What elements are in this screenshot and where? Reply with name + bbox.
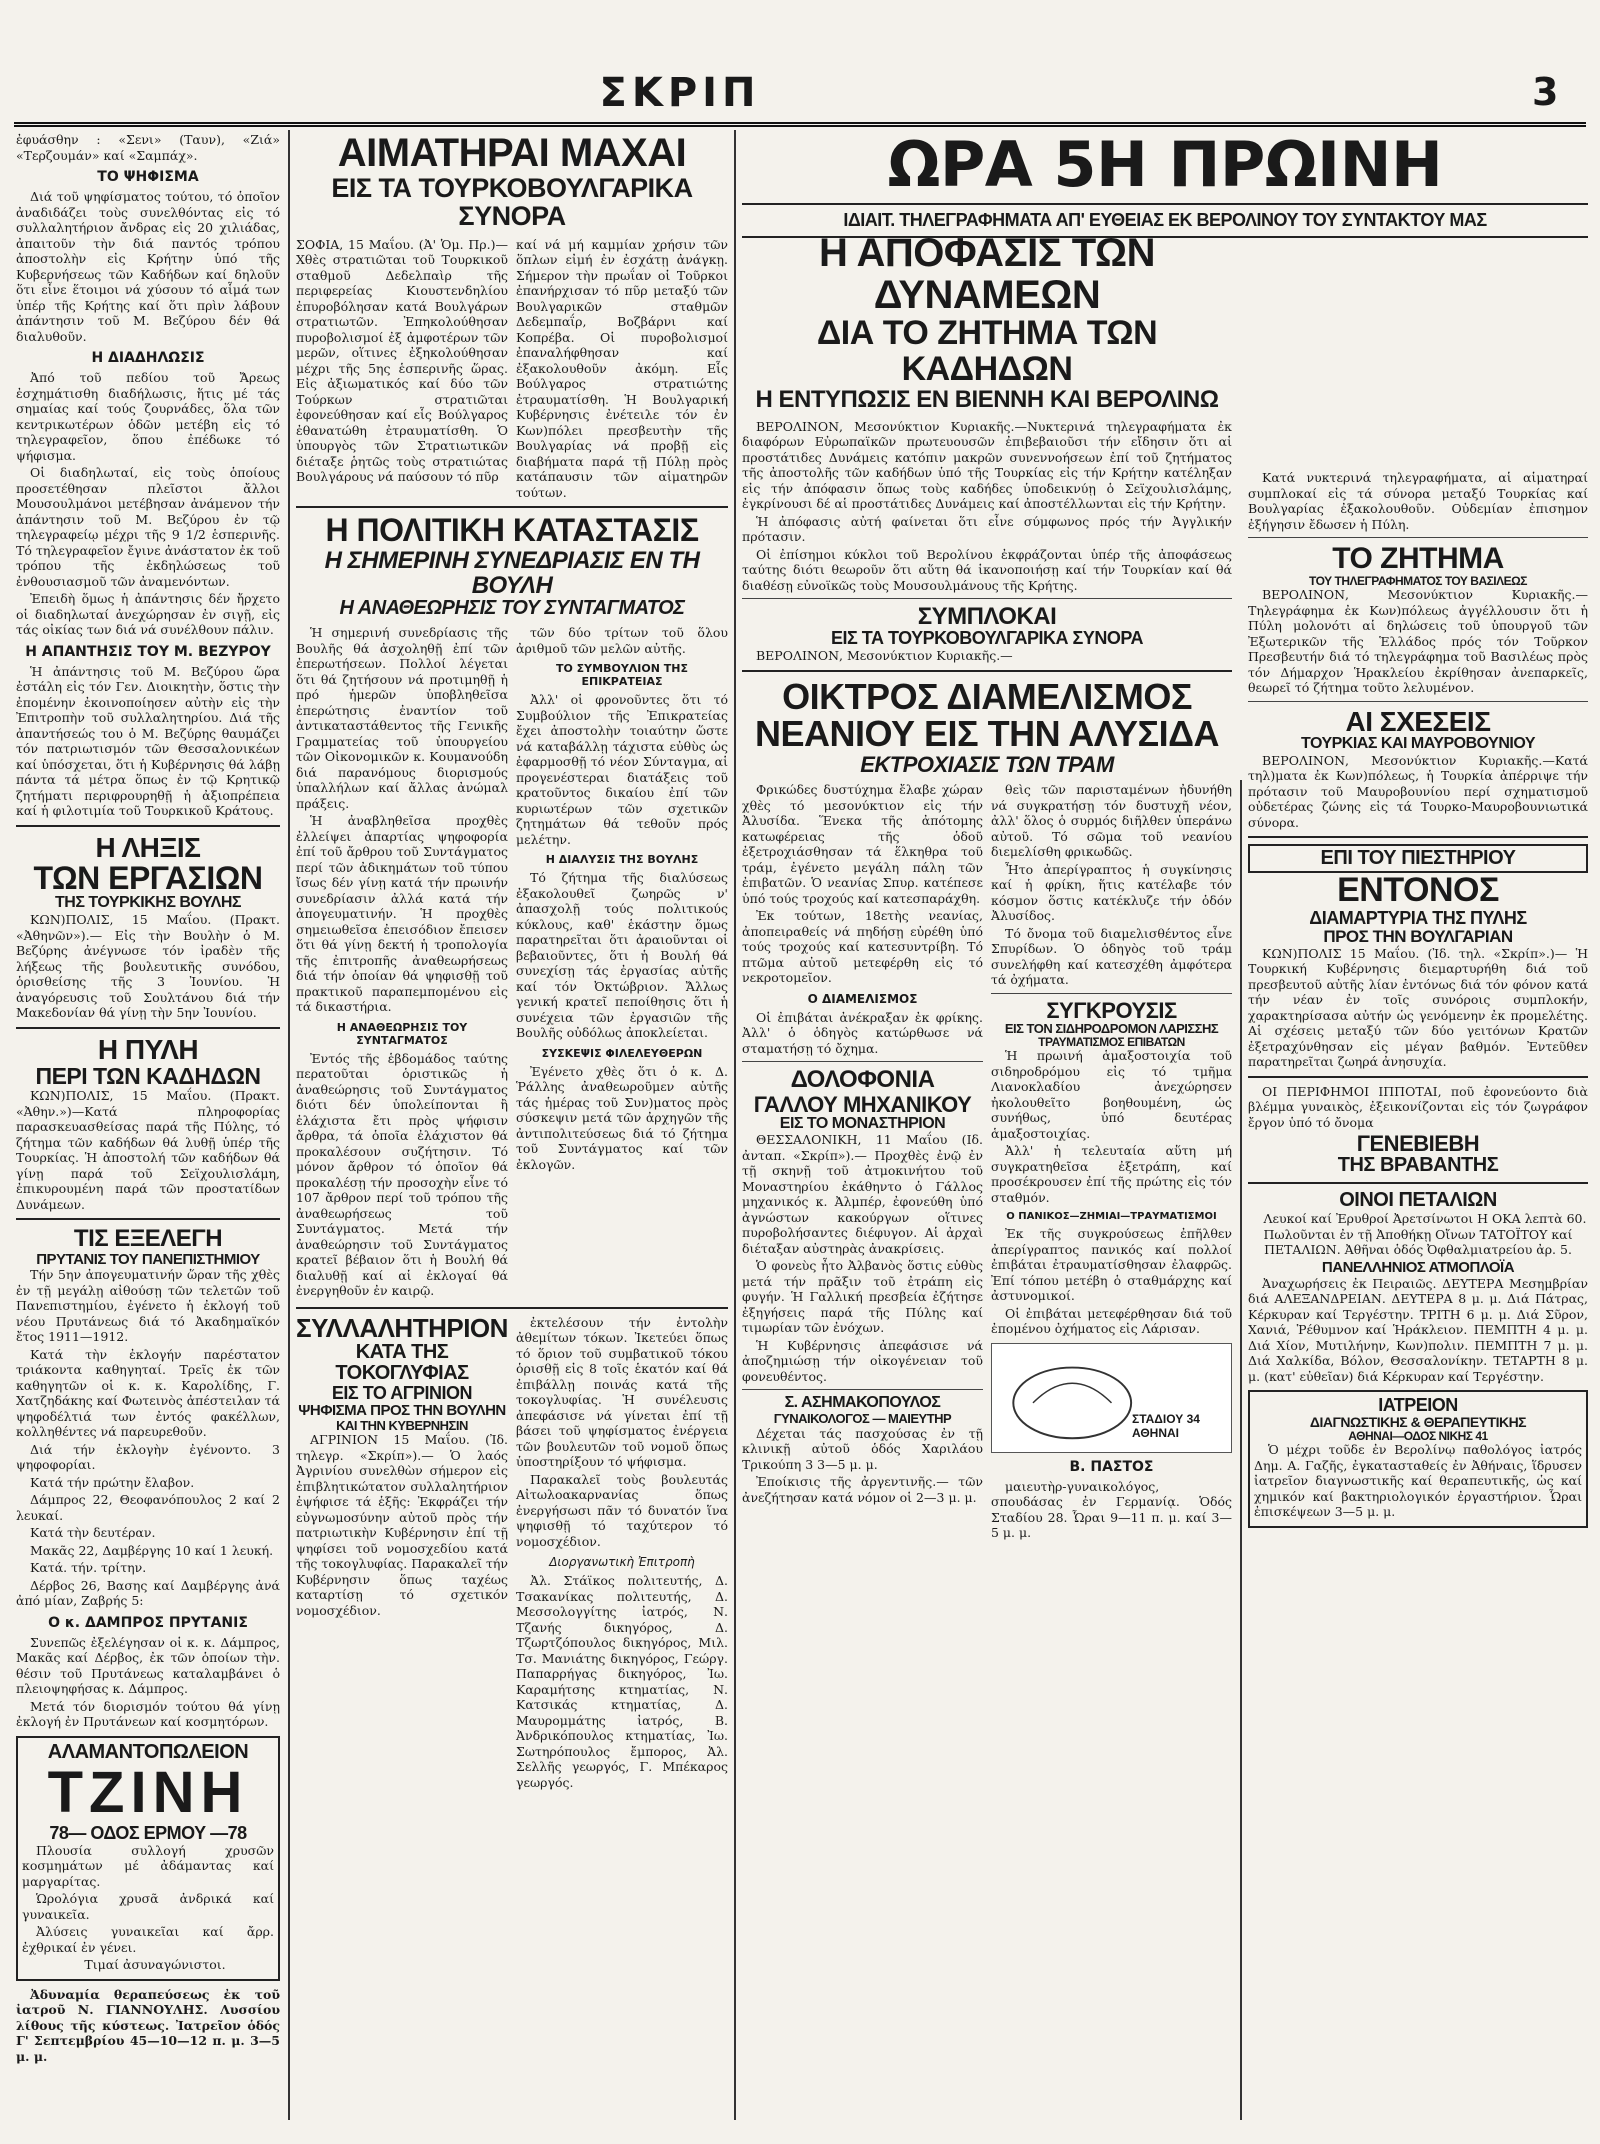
column-4	[1248, 470, 1588, 2120]
headline: ΓΑΛΛΟΥ ΜΗΧΑΝΙΚΟΥ	[753, 1091, 972, 1117]
paragraph: ΒΕΡΟΛΙΝΟΝ, Μεσονύκτιον Κυριακῆς.—Κατά τηλ)ματα ἐκ Κων)πόλεως, ἡ Τουρκία ἀπέρριψε τήν πρότασιν τοῦ Μαυροβουνίου περί σχηματισμοῦ οὐδετέρας ζώνης εἰς τά Τουρκο-Μαυροβουνιωτικά σύνορα.	[1248, 752, 1588, 830]
ad-heading: Σ. ΑΣΗΜΑΚΟΠΟΥΛΟΣ	[784, 1394, 941, 1412]
paragraph: θεὶς τῶν παρισταμένων ἠδυνήθη νά συγκρατήσῃ τόν δυστυχῆ νέον, ἀλλ' ὅλος ὁ συρμός διῆλθεν ὑπεράνω αὐτοῦ. Τό σῶμα τοῦ νεανίου διεμελίσθη φρικωδῶς.	[991, 782, 1232, 860]
subheadline: ΤΗΣ ΤΟΥΡΚΙΚΗΣ ΒΟΥΛΗΣ	[55, 894, 241, 912]
paragraph: Διά τοῦ ψηφίσματος τούτου, τό ὁποῖον ἀναδιδάζει τοὺς συνελθόντας εἰς τό συλλαλητήριον ἄνδρας εἰς 20 χιλιάδας, ἀπαιτοῦν τὴν διά παντός τρόπου ἀποστολὴν εἰς Κρήτην ὑπό τῆς Κυβερνήσεως τῶν Καδήδων καί δηλοῦν ὅτι εἶνε ἕτοιμοι νά χύσουν τό αἷμά των ὑπέρ τῆς Κρήτης καί ὅτι πρὶν λάβουν ἀπάντησιν τοῦ Μ. Βεζύρου δέν θά διαλυθοῦν.	[16, 189, 280, 344]
headline: ΑΙ ΣΧΕΣΕΙΣ	[1345, 705, 1491, 737]
paragraph: Ἡ ἀπόφασις αὐτή φαίνεται ὅτι εἶνε σύμφωνος πρός τήν Ἀγγλικήν πρότασιν.	[742, 513, 1232, 545]
paragraph: Ἀλλ' οἱ φρονοῦντες ὅτι τό Συμβούλιον τῆς Ἐπικρατείας ἔχει ἀποστολὴν τοιαύτην ὥστε νά καταβάλλῃ τάχιστα εὐθὺς ὡς ἐφαρμοσθῇ τό νέον Σύνταγμα, αἱ προγενέστεραι διατάξεις τοῦ κρατοῦντος δικαίου ἐπί τῶν κυριωτέρων τῶν σχετικῶν ζητημάτων θά τεθοῦν πρός μελέτην.	[516, 692, 728, 847]
paragraph: Ἡ σημερινή συνεδρίασις τῆς Βουλῆς θά ἀσχοληθῇ ἐπί τῶν ἐπερωτήσεων. Πολλοί λέγεται ὅτι θά ζητήσουν νά προτιμηθῇ ἡ πρό ἡμερῶν ὑποβληθεῖσα ἐπερώτησις ἐναντίον τοῦ ἀντικαταστάθεντος τῆς Γενικῆς Γραμματείας τοῦ ὑπουργείου τῶν Οἰκονομικῶν κ. Κουμανούδη διά παρανόμους διορισμούς ὑπαλλήλων καί ἄλλας ἀνώμαλ πράξεις.	[296, 625, 508, 811]
paragraph: Ἐκ τούτων, 18ετὴς νεανίας, ἀποπειραθείς νά πηδήσῃ εὐρέθη ὑπό τούς τροχούς καί κατεσυντρίβη. Τό πτῶμα αὐτοῦ μετεφέρθη εἰς τό νεκροτομεῖον.	[742, 908, 983, 986]
illustrated-advertisement	[991, 1343, 1232, 1453]
divider	[1248, 1076, 1588, 1078]
paragraph: Ἐντός τῆς ἑβδομάδος ταύτης περατοῦται ὁριστικῶς ἡ ἀναθεώρησις τοῦ Συντάγματος διότι δέν ὑπολείπονται ἢ ἐλάχιστα ἔτι πρὸς ψήφισιν ἄρθρα, τά ὁποῖα ἐλάχιστον θά προκαλέσουν συζήτησιν. Τό μόνον ἄρθρον τό ὁποῖον θά προκαλέσῃ τήν προσοχὴν εἶνε τό 107 ἄρθρον περί τοῦ τρόπου τῆς ἀναθεωρήσεως τοῦ Συντάγματος. Μετά τήν ἀναθεώρησιν τοῦ Συντάγματος κρατεῖ βέβαιον ὅτι ἡ Βουλή θά διαλυθῇ καί αἱ ἐκλογαί θά ἐνεργηθοῦν ἐν καιρῷ.	[296, 1050, 508, 1299]
column-1	[16, 132, 280, 2122]
paragraph: ΒΕΡΟΛΙΝΟΝ, Μεσονύκτιον Κυριακῆς.—	[756, 648, 1013, 664]
section-heading: Η ΔΙΑΔΗΛΩΣΙΣ	[91, 350, 205, 366]
divider	[1248, 701, 1588, 702]
ad-heading: ΙΑΤΡΕΙΟΝ	[1378, 1395, 1458, 1416]
paragraph: Μετά τόν διορισμόν τούτου θά γίνῃ ἐκλογή ἐν Πρυτάνεων καί κοσμητόρων.	[16, 1698, 280, 1730]
paragraph: Φρικώδες δυστύχημα ἔλαβε χώραν χθὲς τό μεσονύκτιον εἰς τήν Ἀλυσίδα. Ἕνεκα τῆς ἀπότομης κατωφέρειας τῆς ὁδοῦ ἐξετροχιάσθησαν τά ἕλκηθρα τοῦ τράμ, ἐγένετο μεγάλη πάλη τῶν ἐπιβατῶν. Ὁ νεανίας Σπυρ. κατέπεσε ὑπό τούς τροχούς καί κατεσπαράχθη.	[742, 782, 983, 906]
headline: Η ΑΠΟΦΑΣΙΣ ΤΩΝ ΔΥΝΑΜΕΩΝ	[819, 232, 1155, 317]
paragraph: ΚΩΝ)ΠΟΛΙΣ 15 Μαΐου. (Ἰδ. τηλ. «Σκρίπ».)— Ἡ Τουρκική Κυβέρνησις διεμαρτυρήθη διά τοῦ πρεσβευτοῦ αὐτῆς λίαν ἐντόνως διά τόν φόνον κατά τήν νέαν ἐν τοῖς συνόροις συμπλοκήν, χαρακτηρίσασα αὐτήν ὡς γενόμενην ἐκ προμελέτης. Αἱ σχέσεις μεταξύ τῶν δύο γειτόνων Κρατῶν ἐξετραχύνθησαν εἰς μέγαν βαθμόν. Ἐντεῦθεν παρατηρεῖται ζωηρά ἀνησυχία.	[1248, 945, 1588, 1070]
ad-subheading: ΓΥΝΑΙΚΟΛΟΓΟΣ — ΜΑΙΕΥΤΗΡ	[773, 1411, 952, 1427]
ad-name: ΤΖΙΝΗ	[47, 1759, 249, 1825]
headline: ΕΝΤΟΝΟΣ	[1337, 871, 1499, 910]
section-heading: Η ΔΙΑΛΥΣΙΣ ΤΗΣ ΒΟΥΛΗΣ	[545, 853, 699, 867]
ad-text: Τιμαί ἀσυναγώνιστοι.	[84, 1957, 226, 1973]
paragraph: ΑΓΡΙΝΙΟΝ 15 Μαΐου. (Ἰδ. τηλεγρ. «Σκρίπ»).— Ὁ λαός Ἀγρινίου συνελθὼν σήμερον εἰς ἐπιβλητικώτατον συλλαλητήριον ἐψήφισε τά ἑξῆς: Ἐκφράζει τήν εὐγνωμοσύνην αὐτοῦ πρὸς τήν πατριωτικὴν Κυβέρνησιν ἐπί τῇ ψηφίσει τοῦ νομοσχεδίου κατά τῆς τοκογλυφίας. Παρακαλεῖ τήν Κυβέρνησιν ὅπως ταχέως καταρτίσῃ τό σχετικόν νομοσχέδιον.	[296, 1432, 508, 1618]
headline: ΝΕΑΝΙΟΥ ΕΙΣ ΤΗΝ ΑΛΥΣΙΔΑ	[754, 713, 1220, 755]
subheadline: ΙΔΙΑΙΤ. ΤΗΛΕΓΡΑΦΗΜΑΤΑ ΑΠ' ΕΥΘΕΙΑΣ ΕΚ ΒΕΡΟΛΙΝΟΥ ΤΟΥ ΣΥΝΤΑΚΤΟΥ ΜΑΣ	[843, 210, 1487, 231]
paragraph: Τό ὄνομα τοῦ διαμελισθέντος εἶνε Σπυρίδων. Ὁ ὁδηγὸς τοῦ τράμ συνελήφθη καί κατεσχέθη ἀμφότερα τά ὀχήματα.	[991, 925, 1232, 988]
subheadline: Η ΑΝΑΘΕΩΡΗΣΙΣ ΤΟΥ ΣΥΝΤΑΓΜΑΤΟΣ	[339, 597, 685, 620]
section-heading: Ο ΔΙΑΜΕΛΙΣΜΟΣ	[807, 991, 918, 1006]
headline: ΕΠΙ ΤΟΥ ΠΙΕΣΤΗΡΙΟΥ	[1248, 844, 1588, 873]
subheadline: ΔΙΑΜΑΡΤΥΡΙΑ ΤΗΣ ΠΥΛΗΣ	[1309, 907, 1527, 928]
paragraph: ΚΩΝ)ΠΟΛΙΣ, 15 Μαΐου. (Πρακτ. «Ἀθηνῶν»).— Εἰς τὴν Βουλὴν ὁ Μ. Βεζύρης ἀνέγνωσε τόν ἰραδὲν τῆς λήξεως τῆς βουλευτικῆς συνόδου, ὁρισθείσης τῆς 3 Ἰουνίου. Ἡ ἀναγόρευσις τοῦ Σουλτάνου διά τήν Μακεδονίαν θά γίνῃ τὴν 5ην Ἰουνίου.	[16, 912, 280, 1021]
subheadline: ΠΡΥΤΑΝΙΣ ΤΟΥ ΠΑΝΕΠΙΣΤΗΜΙΟΥ	[36, 1250, 260, 1268]
headline-morning-edition: ΩΡΑ 5Η ΠΡΩΙΝΗ	[887, 132, 1443, 201]
paragraph: Παρακαλεῖ τοὺς βουλευτάς Αἰτωλοακαρνανίας ὅπως ἐνεργήσωσι πᾶν τό δυνατόν ἵνα ψηφισθῇ τό ταχύτερον τό νομοσχέδιον.	[516, 1471, 728, 1549]
section-heading: Ο ΠΑΝΙΚΟΣ—ΖΗΜΙΑΙ—ΤΡΑΥΜΑΤΙΣΜΟΙ	[1006, 1211, 1217, 1223]
paragraph: Κατά τήν πρώτην ἔλαβον.	[30, 1474, 195, 1490]
doctor-notice: Ἀδυναμία θεραπεύσεως ἐκ τοῦ ἰατροῦ Ν. ΓΙΑΝΝΟΥΛΗΣ. Λυσσίου λίθους τῆς κύστεως. Ἰατρεῖον ὁδός Γ' Σεπτεμβρίου 45—10—12 π. μ. 3—5 μ. μ.	[16, 1986, 280, 2064]
signatures: Ἀλ. Στάϊκος πολιτευτής, Δ. Τσακανίκας πολιτευτής, Δ. Μεσσολογγίτης ἰατρός, Ν. Τζανής δικηγόρος, Δ. Τζωρτζόπουλος δικηγόρος, Μιλ. Τσ. Μανιάτης δικηγόρος, Γεώργ. Παπαρρήγας δικηγόρος, Ἰω. Καραμήτσης κτηματίας, Ν. Κατσικάς κτηματίας, Δ. Μαυρομμάτης ἰατρός, Β. Ἀνδρικόπουλος κτηματίας, Ἰω. Σωτηρόπουλος ἔμπορος, Ἀλ. Σελλῆς γεωργός, Γ. Μπέκαρος γεωργός.	[516, 1573, 728, 1790]
paragraph: Ἡ ἀπάντησις τοῦ Μ. Βεζύρου ὥρα ἐστάλη εἰς τόν Γεν. Διοικητὴν, ὅστις τὴν ἐπομένην ἐκοινοποίησεν αὐτὴν εἰς τὴν Ἐπιτροπὴν τοῦ συλλαλητηρίου. Διά τῆς ἀπαντήσεώς του ὁ Μ. Βεζύρης θαυμάζει τόν πατριωτισμόν τῶν Θεσσαλονικέων καί ὑπόσχεται, ὅτι ἡ Κυβέρνησις θά λάβῃ πάντα τά μέτρα ὅπως ἐν τῷ Κρητικῷ ζητήματι περιφρουρηθῇ ἡ ἀξιοπρέπεια καί ἡ φιλοτιμία τοῦ Τουρκικοῦ Κράτους.	[16, 663, 280, 818]
paragraph: Ἡ πρωινή ἁμαξοστοιχία τοῦ σιδηροδρόμου εἰς τό τμῆμα Λιανοκλαδίου ἀνεχώρησεν ἠκολουθεῖτο βοηθουμένη, ὡς συνήθως, ὑπό δευτέρας ἁμαξοστοιχίας.	[991, 1048, 1232, 1141]
paragraph: Κατά τὴν ἐκλογήν παρέστατον τριάκοντα καθηγηταί. Τρεῖς ἐκ τῶν καθηγητῶν οἱ κ. κ. Καρολίδης, Γ. Χατζηδάκης καί Φωτεινὸς ἀπέστειλαν τά ψηφοδέλτιά των ἐντός φακέλλων, κολληθέντες νά παρευρεθοῦν.	[16, 1346, 280, 1440]
ad-heading: ΟΙΝΟΙ ΠΕΤΑΛΙΩΝ	[1339, 1189, 1497, 1212]
section-heading: Η ΑΠΑΝΤΗΣΙΣ ΤΟΥ Μ. ΒΕΖΥΡΟΥ	[25, 643, 271, 660]
headline: ΑΙΜΑΤΗΡΑΙ ΜΑΧΑΙ	[337, 132, 687, 175]
subheadline: ΠΡΟΣ ΤΗΝ ΒΟΥΛΓΑΡΙΑΝ	[1323, 926, 1513, 946]
ad-heading: Β. ΠΑΣΤΟΣ	[1069, 1458, 1154, 1475]
paragraph: Τό ζήτημα τῆς διαλύσεως ἐξακολουθεῖ ζωηρῶς ν' ἀπασχολῇ τούς πολιτικούς κύκλους, καθ' ἑκάστην ὅμως παρατηρεῖται ὅτι ἀραιοῦνται οἱ βεβαιοῦντες, ὅτι ἡ Βουλή θά συνεχίσῃ τάς ἐργασίας αὐτῆς καί τόν Ὀκτώβριον. Ἄλλως γενική κρατεῖ πεποίθησις ὅτι ἡ συνέχεια τῶν ἐργασιῶν τῆς Βουλῆς οὐδόλως ἀποκλείεται.	[516, 870, 728, 1041]
ad-text: Ὡρολόγια χρυσᾶ ἀνδρικά καί γυναικεῖα.	[22, 1891, 274, 1922]
column-3	[742, 232, 1232, 2122]
headline: Η ΠΟΛΙΤΙΚΗ ΚΑΤΑΣΤΑΣΙΣ	[325, 512, 699, 549]
section-heading: Ο κ. ΔΑΜΠΡΟΣ ΠΡΥΤΑΝΙΣ	[48, 1614, 248, 1631]
paragraph: ΒΕΡΟΛΙΝΟΝ, Μεσονύκτιον Κυριακῆς.—Νυκτερινά τηλεγραφήματα ἐκ διαφόρων Εὐρωπαϊκῶν πρωτευουσῶν ἐπιβεβαιοῦσι τήν εἴδησιν ὅτι αἱ προστάτιδες Δυνάμεις κατόπιν μακρῶν συνεννοήσεων ἐπί τοῦ ζητήματος τῆς ἀποστολῆς τῶν καδήδων ὑπό τῆς Τουρκίας εἰς τήν Κρήτην κατέληξαν εἰς τήν ἀπόφασιν ὅπως τοὺς καδήδες ὑποδεικνύῃ ὁ Σεϊχουλισλάμης, ἐγκρίνουσι δέ αἱ προστάτιδες Δυνάμεις καί ἀποστέλλωνται εἰς τήν Κρήτην.	[742, 418, 1232, 512]
subheadline: ΕΙΣ ΤΟ ΜΟΝΑΣΤΗΡΙΟΝ	[779, 1114, 946, 1132]
ad-text: Ἀλύσεις γυναικεῖαι καί ἄρρ. ἐχθρικαί ἐν γένει.	[22, 1924, 274, 1955]
paragraph: Ἡ Κυβέρνησις ἀπεφάσισε νά ἀποζημιώσῃ τήν οἰκογένειαν τοῦ φονευθέντος.	[742, 1337, 983, 1384]
paragraph: ΟΙ ΠΕΡΙΦΗΜΟΙ ΙΠΠΟΤΑΙ, ποῦ ἐφονεύοντο διὰ βλέμμα γυναικὸς, ἐξεικονίζονται εἰς τόν ζωγράφον ἔργον ὑπό τό ὄνομα	[1248, 1083, 1588, 1130]
paragraph: Δάμπρος 22, Θεοφανόπουλος 2 καί 2 λευκαί.	[16, 1492, 280, 1523]
subheadline: ΤΟΥ ΤΗΛΕΓΡΑΦΗΜΑΤΟΣ ΤΟΥ ΒΑΣΙΛΕΩΣ	[1309, 573, 1527, 588]
paragraph: Ἡ ἀναβληθεῖσα προχθὲς ἐλλείψει ἀπαρτίας ψηφοφορία ἐπί τοῦ ἄρθρου τοῦ Συντάγματος περί τῶν ἀδικημάτων τοῦ τύπου ἴσως δέν γίνῃ κατά τήν πρωινήν συνεδρίασιν ἀλλά κατά τήν ἀπογευματινήν. Ἡ προχθὲς σημειωθεῖσα ἐπεισόδιον ἔπεισεν ὅτι θά γίνῃ δεκτή ἡ τροπολογία τῆς ἐπιτροπῆς ἀναθεωρήσεως διά τήν ὁποίαν θά ψηφισθῇ τοῦ πρακτικοῦ παραπεμπομένου εἰς τά δικαστήρια.	[296, 813, 508, 1015]
paragraph: Οἱ ἐπιβάται ἀνέκραξαν ἐκ φρίκης. Ἀλλ' ὁ ὁδηγὸς κατώρθωσε νά σταματήσῃ τό ὄχημα.	[742, 1009, 983, 1056]
headline: ΤΟ ΖΗΤΗΜΑ	[1332, 542, 1504, 575]
paragraph: ΚΩΝ)ΠΟΛΙΣ, 15 Μαΐου. (Πρακτ. «Ἀθην.»)—Κατά πληροφορίας παρασκευασθείσας παρά τῆς Πύλης, τό ζήτημα τῶν καδήδων θά λυθῇ ὑπέρ τῆς Τουρκίας. Ἡ ἀποστολή τῶν καδήδων θά γίνῃ παρά τοῦ Σεϊχουλισλάμη, ἐπικυρουμένη παρά τῶν προστατίδων Δυνάμεων.	[16, 1088, 280, 1212]
subheadline: ΚΑΙ ΤΗΝ ΚΥΒΕΡΝΗΣΙΝ	[336, 1417, 468, 1433]
paragraph: Μακᾶς 22, Δαμβέργης 10 καί 1 λευκή.	[30, 1542, 274, 1558]
divider	[296, 506, 728, 508]
ad-heading: ΠΑΝΕΛΛΗΝΙΟΣ ΑΤΜΟΠΛΟΪΑ	[1321, 1258, 1515, 1276]
headline: ΕΙΣ ΤΑ ΤΟΥΡΚΟΒΟΥΛΓΑΡΙΚΑ ΣΥΝΟΡΑ	[331, 173, 693, 232]
paragraph: ΒΕΡΟΛΙΝΟΝ, Μεσονύκτιον Κυριακῆς.—Τηλεγράφημα ἐκ Κων)πόλεως ἀγγέλλουσιν ὅτι ἡ Πύλη μολονότι αἱ δηλώσεις τοῦ ὑπουργοῦ τῶν Ἐξωτερικῶν τῆς Ἑλλάδος πρός τόν Τοῦρκον Πρεσβευτήν διά τό τηλεγράφημα τοῦ Βασιλέως πρὸς τόν Δήμαρχον Ἡρακλείου ἐκρίθησαν ἀνεπαρκεῖς, θεωρεῖ τό ζήτημα τοῦτο λελυμένον.	[1248, 587, 1588, 696]
article-intro: ἐφυάσθην : «Σενι» (Ταυν), «Ζιά» «Τερζουμάν» καί «Σαμπάχ».	[16, 132, 280, 163]
paragraph: Οἱ ἐπίσημοι κύκλοι τοῦ Βερολίνου ἐκφράζονται ὑπέρ τῆς ἀποφάσεως ταύτης διότι θεωροῦν ὅτι αὕτη θά ἱκανοποιήσῃ καί τήν Τουρκίαν καί θά διαθέσῃ εὐνοϊκῶς τοὺς Μουσουλμάνους τῆς Κρήτης.	[742, 546, 1232, 593]
headline: Η ΣΗΜΕΡΙΝΗ ΣΥΝΕΔΡΙΑΣΙΣ ΕΝ ΤΗ ΒΟΥΛΗ	[324, 546, 700, 599]
subheadline: ΨΗΦΙΣΜΑ ΠΡΟΣ ΤΗΝ ΒΟΥΛΗΝ	[298, 1401, 506, 1419]
newspaper-title: ΣΚΡΙΠ	[599, 70, 761, 116]
paragraph: Διά τήν ἐκλογὴν ἐγένοντο. 3 ψηφοφορίαι.	[16, 1441, 280, 1473]
headline: Η ΠΥΛΗ	[97, 1033, 199, 1065]
column-rule	[734, 130, 736, 2120]
paragraph: Ἐποίκισις τῆς ἀργεντινῆς.— τῶν ἀνεζήτησαν κατά νόμον οἱ 2—3 μ. μ.	[742, 1474, 983, 1505]
headline: ΚΑΤΑ ΤΗΣ ΤΟΚΟΓΛΥΦΙΑΣ	[335, 1340, 469, 1384]
ad-text: Λευκοί καί Ἐρυθροί Ἀρετσίνωτοι Η ΟΚΑ λεπτὰ 60. Πωλοῦνται ἐν τῇ Ἀποθήκῃ Οἴνων ΤΑΤΟΪΤΟΥ καί ΠΕΤΑΛΙΩΝ. Ἀθῆναι ὁδός Ὀφθαλμιατρείου ἀρ. 5.	[1263, 1211, 1587, 1258]
paragraph: Τήν 5ην ἀπογευματινήν ὥραν τῆς χθὲς ἐν τῇ μεγάλῃ αἰθούσῃ τῶν τελετῶν τοῦ Πανεπιστημίου, ἐγένετο ἡ ἐκλογή τοῦ νέου Πρυτάνεως διά τό Ἀκαδημαϊκόν ἔτος 1911—1912.	[16, 1267, 280, 1345]
divider	[1248, 836, 1588, 838]
ad-heading: ΑΛΑΜΑΝΤΟΠΩΛΕΙΟΝ	[47, 1740, 249, 1763]
paragraph: Κατά. τήν. τρίτην.	[30, 1560, 147, 1576]
paragraph: Ἦτο ἀπερίγραπτος ἡ συγκίνησις καί ἡ φρίκη, ἥτις κατέλαβε τόν κόσμον ὅστις κατέκλυζε τήν ὁδόν Ἀλυσίδος.	[991, 861, 1232, 924]
paragraph: Ἀπό τοῦ πεδίου τοῦ Ἄρεως ἐσχημάτισθη διαδήλωσις, ἥτις μέ τάς σημαίας καί τούς ζουρνάδες, ὅλα τῶν κεντρικωτέρων ὁδῶν μετέβη εἰς τό τηλεγραφεῖον, ὅπου ἐπέδωκε τό ψήφισμα.	[16, 370, 280, 463]
divider	[742, 670, 1232, 672]
column-2	[296, 132, 728, 2122]
divider	[742, 598, 1232, 599]
ad-text: Πλουσία συλλογή χρυσῶν κοσμημάτων μέ ἀδάμαντας καί μαργαρίτας.	[22, 1842, 274, 1889]
divider	[16, 825, 280, 827]
divider	[991, 993, 1232, 994]
headline: ΣΥΓΚΡΟΥΣΙΣ	[1046, 997, 1177, 1023]
paragraph: καί νά μή καμμίαν χρήσιν τῶν ὅπλων εἰμή ἐν ἐσχάτῃ ἀνάγκῃ. Σήμερον τὴν πρωΐαν οἱ Τοῦρκοι ἐπανήρχισαν τό πῦρ μεταξύ τῶν Βουλγαρικῶν σταθμῶν Δεδεμπαΐρ, Βοζβάρνι καί Κοπρέβα. Οἱ πυροβολισμοί ἐπαναλήφθησαν καί ἐξακολουθοῦν ἀκόμη. Εἷς Βούλγαρος στρατιώτης ἐτραυματίσθη. Ἡ Βουλγαρική Κυβέρνησις ἐνέτειλε τόν ἐν Κων)πόλει πρεσβευτὴν τῆς Βουλγαρίας νά προβῇ εἰς διαβήματα παρά τῇ Πύλῃ πρὸς κατάπαυσιν τῶν αἱματηρῶν τούτων.	[516, 236, 728, 500]
ad-text: Ὁ μέχρι τοῦδε ἐν Βερολίνῳ παθολόγος ἰατρός Δημ. Α. Γαζῆς, ἐγκατασταθείς ἐν Ἀθήναις, ἵδρυσεν ἰατρεῖον διαγνωστικῆς καί θεραπευτικῆς, ὡς καί χημικόν καί βακτηριολογικόν ἐργαστήριον. Ὧραι ἐπισκέψεων 3—5 μ. μ.	[1254, 1442, 1582, 1520]
clinic-advertisement	[1248, 1390, 1588, 1528]
paragraph: Ἐκ τῆς συγκρούσεως ἐπῆλθεν ἀπερίγραπτος πανικός καί πολλοί ἐπιβάται ἐτραυματίσθησαν ἐλαφρῶς. Ἐπί τόπου μετέβη ὁ σταθμάρχης καί ἀστυνομικοί.	[991, 1226, 1232, 1304]
headline: ΓΕΝΕΒΙΕΒΗ	[1356, 1131, 1480, 1157]
headline: ΔΟΛΟΦΟΝΙΑ	[790, 1066, 935, 1094]
column-rule	[1240, 780, 1242, 2120]
subheadline: ΤΗΣ ΒΡΑΒΑΝΤΗΣ	[1337, 1154, 1499, 1177]
paragraph: Ἐγένετο χθὲς ὅτι ὁ κ. Δ. Ῥάλλης ἀναθεωροῦμεν αὐτῆς τάς ἡμέρας τοῦ Συν)ματος πρὸς σύσκεψιν μετά τῶν ἀρχηγῶν τῆς ἀντιπολιτεύσεως διά τό ζήτημα τοῦ Συντάγματος καί τῶν ἐκλογῶν.	[516, 1063, 728, 1172]
section-heading: ΣΥΣΚΕΨΙΣ ΦΙΛΕΛΕΥΘΕΡΩΝ	[541, 1046, 703, 1060]
paragraph: ΘΕΣΣΑΛΟΝΙΚΗ, 11 Μαΐου (Ιδ. ἀνταπ. «Σκρίπ»).— Προχθὲς ἐνῷ ἐν τῇ σκηνῇ τοῦ ἀτμοκινήτου τοῦ Μοναστηρίου ἐκάθηντο ὁ Γάλλος μηχανικός κ. Ἀλμπέρ, ἐφονεύθη ὑπό ἀγνώστων κακούργων οἵτινες πυροβολήσαντες διέφυγον. Αἱ ἀρχαὶ διέταξαν αὐστηρὰς ἀνακρίσεις.	[742, 1132, 983, 1256]
divider	[1248, 1182, 1588, 1184]
headline: ΔΙΑ ΤΟ ΖΗΤΗΜΑ ΤΩΝ ΚΑΔΗΔΩΝ	[816, 314, 1158, 388]
divider	[1248, 537, 1588, 538]
divider	[742, 1389, 983, 1390]
ad-address: 78— ΟΔΟΣ ΕΡΜΟΥ —78	[49, 1822, 247, 1843]
ad-subheading: ΔΙΑΓΝΩΣΤΙΚΗΣ & ΘΕΡΑΠΕΥΤΙΚΗΣ	[1309, 1413, 1527, 1430]
paragraph: Οἱ διαδηλωταί, εἰς τοὺς ὁποίους προσετέθησαν πλεῖστοι ἄλλοι Μουσουλμάνοι μετέβησαν ἀνάμενον τήν ἀπάντησιν τοῦ Μ. Βεζύρου ἐν τῷ τηλεγραφείῳ μέχρι τῆς 9 1/2 ἑσπερινῆς. Τό τηλεγραφεῖον ἔγινε ἀνάστατον ἐκ τοῦ τρόπου τῆς ἐκδηλώσεως τοῦ ἐνθουσιασμοῦ τῶν ἀναμενόντων.	[16, 465, 280, 589]
paragraph: Οἱ ἐπιβάται μετεφέρθησαν διά τοῦ ἐπομένου ὀχήματος εἰς Λάρισαν.	[991, 1305, 1232, 1337]
masthead	[0, 0, 1600, 150]
divider	[16, 1027, 280, 1029]
headline: Η ΛΗΞΙΣ	[95, 831, 201, 863]
headline: ΣΥΛΛΑΛΗΤΗΡΙΟΝ	[296, 1312, 508, 1343]
signature-heading: Διοργανωτικὴ Ἐπιτροπὴ	[549, 1555, 695, 1570]
section-heading: Η ΑΝΑΘΕΩΡΗΣΙΣ ΤΟΥ ΣΥΝΤΑΓΜΑΤΟΣ	[336, 1020, 468, 1047]
subheadline: ΕΚΤΡΟΧΙΑΣΙΣ ΤΩΝ ΤΡΑΜ	[860, 752, 1114, 778]
paragraph: Κατά τὴν δευτέραν.	[30, 1525, 156, 1541]
subheadline: ΕΙΣ ΤΑ ΤΟΥΡΚΟΒΟΥΛΓΑΡΙΚΑ ΣΥΝΟΡΑ	[830, 628, 1144, 649]
headline: ΟΙΚΤΡΟΣ ΔΙΑΜΕΛΙΣΜΟΣ	[782, 675, 1192, 717]
paragraph: Δέρβος 26, Βασης καί Δαμβέργης ἀνά ἀπό μίαν, Ζαβρής 5:	[16, 1577, 280, 1609]
paragraph: Ὁ φονεὺς ἦτο Ἀλβανὸς ὅστις εὐθὺς μετά τήν πρᾶξιν τοῦ ἐτράπη εἰς φυγήν. Ἡ Γαλλική πρεσβεία ἐζήτησε ἐξηγήσεις παρά τῆς Πύλης καί τιμωρίαν τῶν ἐνόχων.	[742, 1258, 983, 1336]
divider	[742, 203, 1588, 205]
paragraph: ἐκτελέσουν τήν ἐντολὴν ἀθεμίτων τόκων. Ἰκετεύει ὅπως τό ὅριον τοῦ συμβατικοῦ τόκου ὁρισθῇ εἰς 8 τοῖς ἑκατόν καί θά ἐπιβάλλῃ ποινάς κατά τῆς τοκογλυφίας. Ἡ συνέλευσις ἀπεφάσισε νά γίνεται ἐπί τῇ βάσει τοῦ ψηφίσματος ἐνέργεια τῶν βουλευτῶν τοῦ νομοῦ ὅπως ὑποστηρίξουν τό ψήφισμα.	[516, 1314, 728, 1470]
headline: ΤΩΝ ΕΡΓΑΣΙΩΝ	[33, 859, 263, 896]
ad-text: Ἀναχωρήσεις ἐκ Πειραιῶς. ΔΕΥΤΕΡΑ Μεσημβρίαν διά ΑΛΕΞΑΝΔΡΕΙΑΝ. ΔΕΥΤΕΡΑ 8 μ. μ. Διά Πάτρας, Κέρκυραν καί Τεργέστην. ΤΡΙΤΗ 6 μ. μ. Διά Σῦρον, Χανιά, Ῥέθυμνον καί Ἡράκλειον. ΠΕΜΠΤΗ 4 μ. μ. Διά Χίον, Μυτιλήνην, Κων)πολιν. ΠΕΜΠΤΗ 7 μ. μ. Διά Χαλκίδα, Βόλον, Θεσσαλονίκην. ΤΕΤΑΡΤΗ 8 μ. μ. (κατ' εὐθεῖαν) διά Κέρκυραν καί Τεργέστην.	[1248, 1275, 1588, 1384]
divider	[742, 1061, 983, 1062]
subheadline: ΤΟΥΡΚΙΑΣ ΚΑΙ ΜΑΥΡΟΒΟΥΝΙΟΥ	[1300, 734, 1536, 752]
ad-text: μαιευτὴρ-γυναικολόγος, σπουδάσας ἐν Γερμανίᾳ. Ὁδός Σταδίου 28. Ὧραι 9—11 π. μ. καί 3—5 μ. μ.	[991, 1478, 1232, 1541]
headline: ΕΙΣ ΤΟ ΑΓΡΙΝΙΟΝ	[331, 1382, 473, 1403]
divider	[296, 1307, 728, 1309]
subheadline: ΕΙΣ ΤΟΝ ΣΙΔΗΡΟΔΡΟΜΟΝ ΛΑΡΙΣΣΗΣ	[1004, 1020, 1219, 1036]
headline: ΠΕΡΙ ΤΩΝ ΚΑΔΗΔΩΝ	[35, 1063, 261, 1090]
paragraph: Ἐπειδὴ ὅμως ἡ ἀπάντησις δέν ἤρχετο οἱ διαδηλωταί ἀνεχώρησαν ἐν σιγῇ, εἰς τάς οἰκίας των διά νά συνέλθουν πάλιν.	[16, 591, 280, 637]
headline: ΤΙΣ ΕΞΕΛΕΓΗ	[73, 1225, 223, 1253]
paragraph: τῶν δύο τρίτων τοῦ ὅλου ἀριθμοῦ τῶν μελῶν αὐτῆς.	[516, 625, 728, 656]
subheadline: ΤΡΑΥΜΑΤΙΣΜΟΣ ΕΠΙΒΑΤΩΝ	[1038, 1034, 1185, 1049]
paragraph: Συνεπῶς ἐξελέγησαν οἱ κ. κ. Δάμπρος, Μακᾶς καί Δέρβος, ἐκ τῶν ὁποίων τὴν. θέσιν τοῦ Πρυτάνεως καταλαμβάνει ὁ πλειοψηφήσας κ. Δάμπρος.	[16, 1634, 280, 1697]
ad-address: ΑΘΗΝΑΙ—ΟΔΟΣ ΝΙΚΗΣ 41	[1348, 1428, 1488, 1443]
paragraph: Ἀλλ' ἡ τελευταία αὕτη μή συγκρατηθεῖσα ἐξετράπη, καί προσέκρουσεν ἐπί τῆς πρώτης εἰς τόν σταθμόν.	[991, 1143, 1232, 1205]
column-rule	[288, 130, 290, 2120]
divider	[16, 1218, 280, 1220]
ad-address: ΣΤΑΔΙΟΥ 34 ΑΘΗΝΑΙ	[1132, 1411, 1200, 1440]
section-heading: ΤΟ ΣΥΜΒΟΥΛΙΟΝ ΤΗΣ ΕΠΙΚΡΑΤΕΙΑΣ	[555, 662, 689, 689]
page-number: 3	[1532, 70, 1559, 114]
ad-text: Δέχεται τάς πασχούσας ἐν τῇ κλινικῇ αὐτοῦ ὁδός Χαριλάου Τρικούπη 3 3—5 μ. μ.	[742, 1425, 983, 1472]
masthead-rule	[14, 122, 1586, 127]
paragraph: ΣΟΦΙΑ, 15 Μαΐου. (Ἀ' Ὁμ. Πρ.)— Χθὲς στρατιῶται τοῦ Τουρκικοῦ σταθμοῦ Δεδελπαὶρ τῆς περιφερείας Κιουστενδηλίου ἐπυροβόλησαν κατά Βουλγάρων στρατιωτῶν. Ἐπηκολούθησαν πυροβολισμοί ἐξ ἀμφοτέρων τῶν μερῶν, οἵτινες ἐξηκολούθησαν μέχρι τῆς 5ης ἑσπερινῆς ὥρας. Εἰς ἀξιωματικός καί δύο τῶν Τούρκων στρατιῶται ἐφονεύθησαν καί εἷς Βούλγαρος ἐθανατώθη ἐτραυματίσθη. Ὁ ὑπουργὸς τῶν Στρατιωτικῶν διέταξε ῥητῶς τοὺς στρατιώτας Βουλγάρους νά παύσουν τό πῦρ	[296, 236, 508, 485]
jeweler-advertisement	[16, 1736, 280, 1981]
subheadline: Η ΕΝΤΥΠΩΣΙΣ ΕΝ ΒΙΕΝΝΗ ΚΑΙ ΒΕΡΟΛΙΝΩ	[755, 386, 1219, 414]
paragraph: Κατά νυκτερινά τηλεγραφήματα, αἱ αἱματηραί συμπλοκαί εἰς τά σύνορα μεταξύ Τουρκίας καί Βουλγαρίας ἐξακολουθοῦν. Οὐδεμίαν ἐπισημον ἐξήγησιν ἔδωσεν ἡ Πύλη.	[1248, 470, 1588, 532]
section-heading: ΤΟ ΨΗΦΙΣΜΑ	[97, 169, 199, 185]
headline: ΣΥΜΠΛΟΚΑΙ	[917, 603, 1057, 631]
